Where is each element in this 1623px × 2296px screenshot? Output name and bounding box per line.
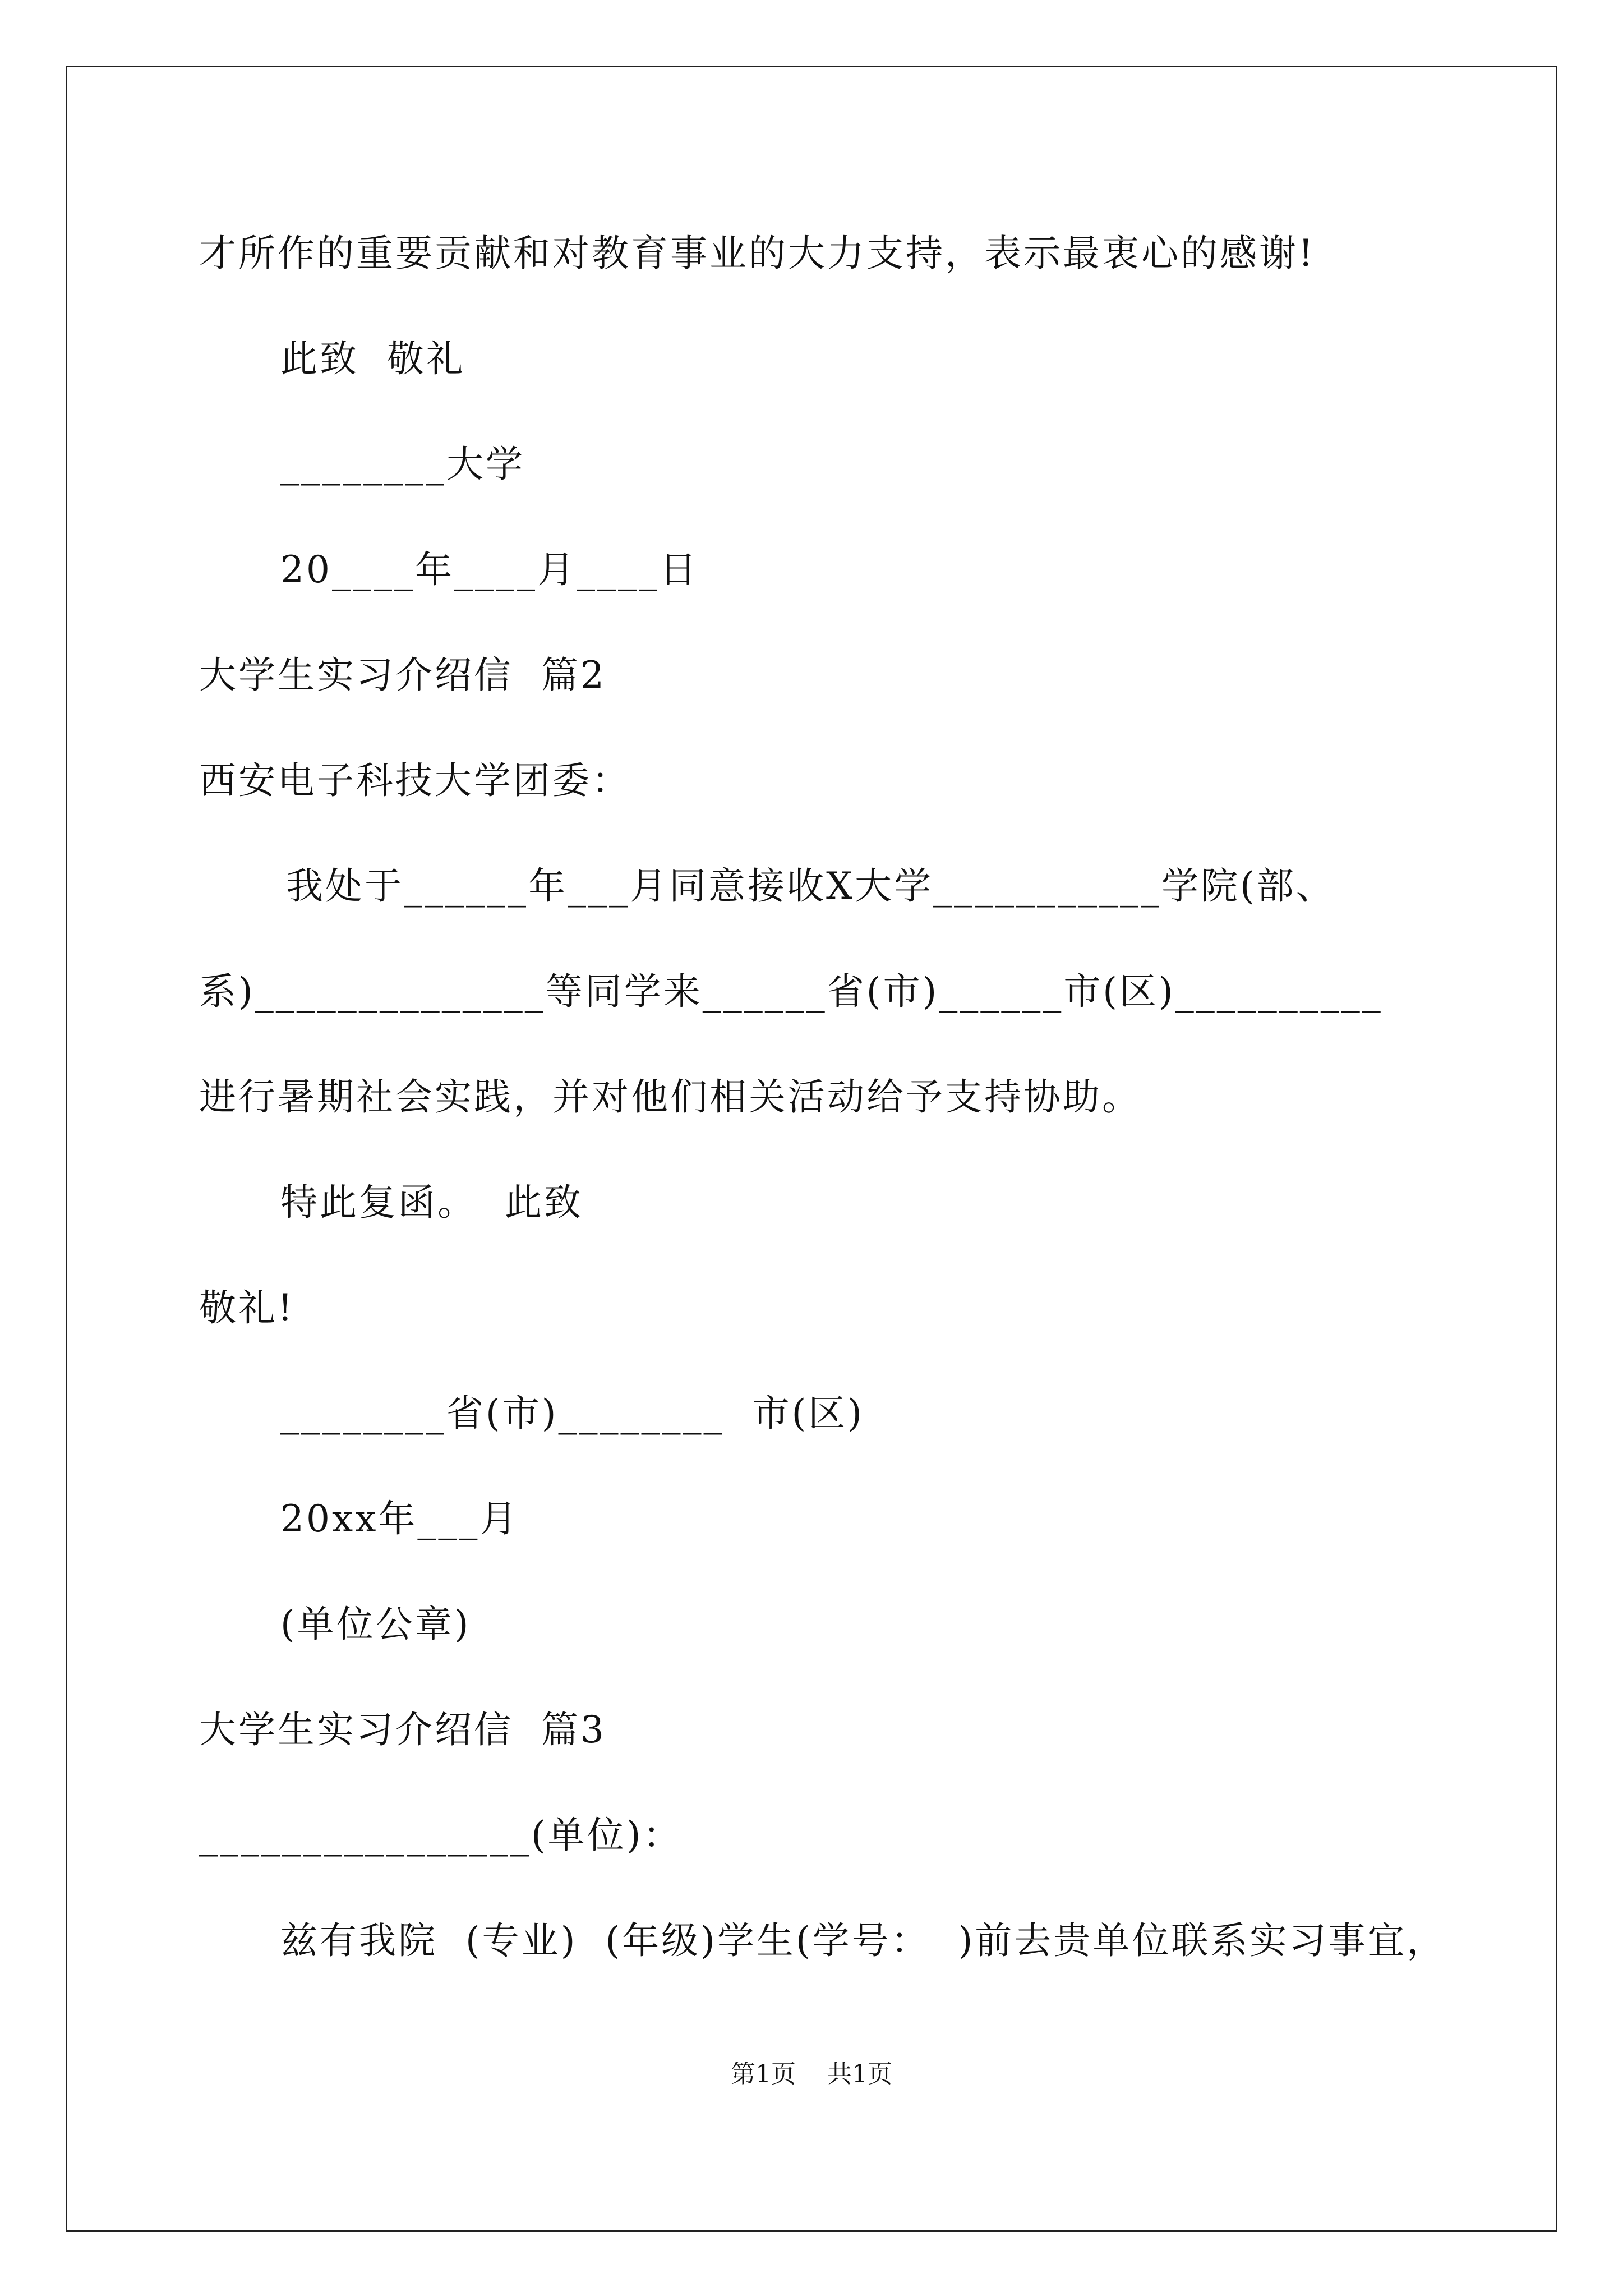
seal-line: (单位公章) [280, 1603, 471, 1646]
page-border [66, 66, 1557, 2232]
section-heading-2: 大学生实习介绍信 篇2 [199, 654, 606, 697]
text-line-7: 我处于______年___月同意接收X大学___________学院(部、 [286, 864, 1335, 908]
text-line-1: 才所作的重要贡献和对教育事业的大力支持，表示最衷心的感谢! [199, 232, 1316, 275]
text-line-2: 此致 敬礼 [280, 337, 465, 380]
recipient-line: 西安电子科技大学团委： [199, 759, 631, 802]
page-footer: 第1页 共1页 [731, 2060, 892, 2088]
text-line-10: 特此复函。 此致 [280, 1181, 583, 1224]
recipient-line-2: ________________(单位)： [199, 1814, 683, 1857]
section-heading-3: 大学生实习介绍信 篇3 [199, 1708, 606, 1751]
text-line-12: ________省(市)________ 市(区) [280, 1392, 864, 1435]
text-line-3: ________大学 [280, 443, 525, 486]
text-line-4: 20____年____月____日 [280, 548, 699, 591]
text-line-9: 进行暑期社会实践，并对他们相关活动给予支持协助。 [199, 1075, 1141, 1119]
text-line-17: 兹有我院 (专业) (年级)学生(学号： )前去贵单位联系实习事宜， [280, 1919, 1446, 1962]
text-line-8: 系)______________等同学来______省(市)______市(区)__________ [199, 970, 1383, 1013]
text-line-11: 敬礼! [199, 1286, 295, 1329]
date-line: 20xx年___月 [280, 1497, 519, 1540]
